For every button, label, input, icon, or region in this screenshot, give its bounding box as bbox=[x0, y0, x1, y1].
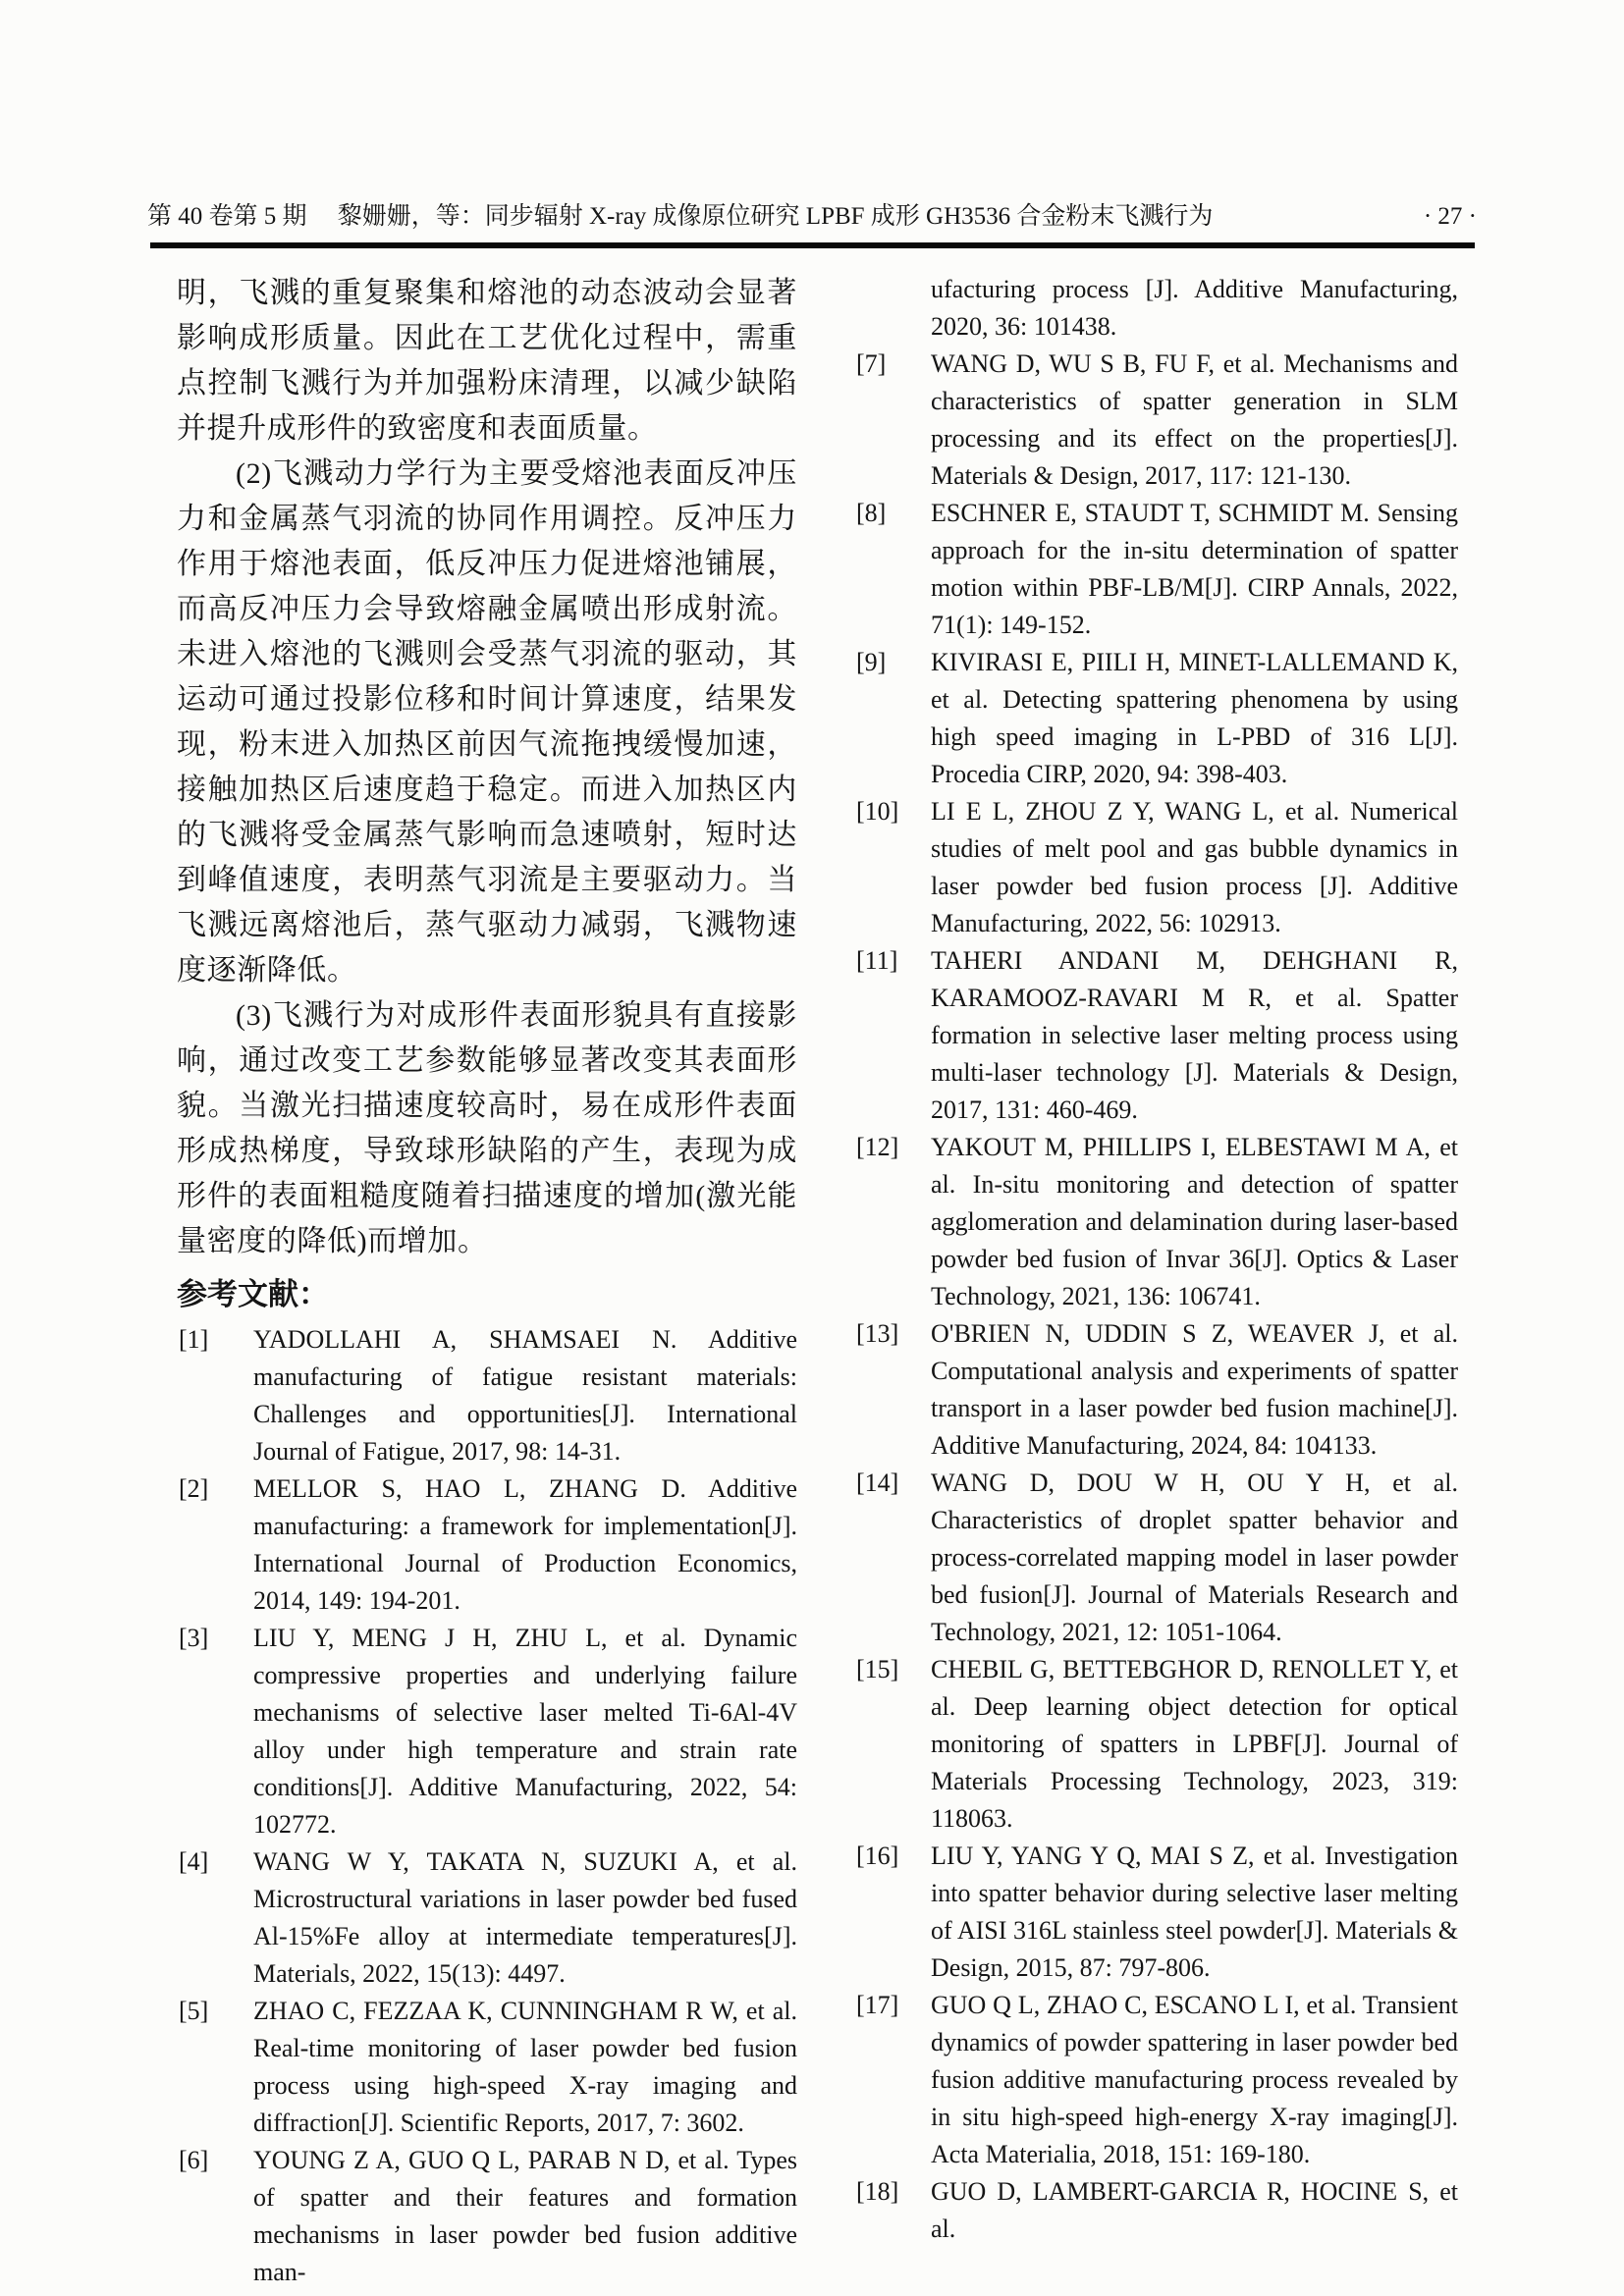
left-column bbox=[177, 271, 797, 2291]
header-rule bbox=[150, 242, 1475, 248]
reference-item bbox=[854, 346, 1458, 495]
reference-text: KIVIRASI E, PIILI H, MINET-LALLEMAND K, et al. Detecting spattering phenomena by using high speed imaging in L-PBD of 316 L[J]. Procedia CIRP, 2020, 94: 398-403. bbox=[931, 648, 1458, 788]
journal-header-line: 第 40 卷第 5 期 黎姗姗，等：同步辐射 X-ray 成像原位研究 LPBF 成形 GH3536 合金粉末飞溅行为 bbox=[147, 203, 1214, 230]
reference-text: TAHERI ANDANI M, DEHGHANI R, KARAMOOZ-RAVARI M R, et al. Spatter formation in selective laser melting process using multi-laser technology [J]. Materials & Design, 2017, 131: 460-469. bbox=[931, 946, 1458, 1124]
reference-label: [14] bbox=[856, 1468, 899, 1497]
reference-label: [1] bbox=[179, 1325, 209, 1354]
reference-label: [18] bbox=[856, 2177, 899, 2206]
reference-text: LIU Y, YANG Y Q, MAI S Z, et al. Investigation into spatter behavior during selective laser melting of AISI 316L stainless steel powder[J]. Materials & Design, 2015, 87: 797-806. bbox=[931, 1842, 1458, 1982]
reference-item bbox=[854, 1465, 1458, 1651]
reference-item bbox=[177, 1321, 797, 1470]
reference-text: WANG D, WU S B, FU F, et al. Mechanisms and characteristics of spatter generation in SLM processing and its effect on the properties[J]. Materials & Design, 2017, 117: 121-130. bbox=[931, 349, 1458, 490]
reference-item bbox=[177, 1620, 797, 1843]
conclusion-paragraphs bbox=[177, 271, 797, 1264]
reference-label: [3] bbox=[179, 1624, 209, 1652]
reference-text: YOUNG Z A, GUO Q L, PARAB N D, et al. Types of spatter and their features and formation mechanisms in laser powder bed fusion additive man- bbox=[253, 2146, 797, 2286]
reference-list-left bbox=[177, 1321, 797, 2291]
reference-label: [5] bbox=[179, 1997, 209, 2025]
body-paragraph: (3)飞溅行为对成形件表面形貌具有直接影响，通过改变工艺参数能够显著改变其表面形貌。当激光扫描速度较高时，易在成形件表面形成热梯度，导致球形缺陷的产生，表现为成形件的表面粗糙度随着扫描速度的增加(激光能量密度的降低)而增加。 bbox=[177, 999, 797, 1257]
reference-item bbox=[854, 1315, 1458, 1465]
reference-text: GUO D, LAMBERT-GARCIA R, HOCINE S, et al. bbox=[931, 2177, 1458, 2243]
reference-continuation: ufacturing process [J]. Additive Manufacturing, 2020, 36: 101438. bbox=[931, 275, 1458, 341]
reference-label: [8] bbox=[856, 499, 887, 527]
reference-label: [15] bbox=[856, 1655, 899, 1683]
reference-text: LIU Y, MENG J H, ZHU L, et al. Dynamic compressive properties and underlying failure mechanisms of selective laser melted Ti-6Al-4V alloy under high temperature and strain rate conditions[J]. Additive Manufacturing, 2022, 54: 102772. bbox=[253, 1624, 797, 1839]
reference-label: [13] bbox=[856, 1319, 899, 1348]
reference-label: [11] bbox=[856, 946, 898, 975]
reference-text: LI E L, ZHOU Z Y, WANG L, et al. Numerical studies of melt pool and gas bubble dynamics in laser powder bed fusion process [J]. Additive Manufacturing, 2022, 56: 102913. bbox=[931, 797, 1458, 937]
reference-label: [2] bbox=[179, 1474, 209, 1503]
reference-item bbox=[854, 1838, 1458, 1987]
reference-item bbox=[854, 644, 1458, 793]
body-paragraph: (2)飞溅动力学行为主要受熔池表面反冲压力和金属蒸气羽流的协同作用调控。反冲压力作用于熔池表面，低反冲压力促进熔池铺展，而高反冲压力会导致熔融金属喷出形成射流。未进入熔池的飞溅则会受蒸气羽流的驱动，其运动可通过投影位移和时间计算速度，结果发现，粉末进入加热区前因气流拖拽缓慢加速，接触加热区后速度趋于稳定。而进入加热区内的飞溅将受金属蒸气影响而急速喷射，短时达到峰值速度，表明蒸气羽流是主要驱动力。当飞溅远离熔池后，蒸气驱动力减弱，飞溅物速度逐渐降低。 bbox=[177, 457, 797, 987]
reference-text: WANG W Y, TAKATA N, SUZUKI A, et al. Microstructural variations in laser powder bed fused Al-15%Fe alloy at intermediate temperatures[J]. Materials, 2022, 15(13): 4497. bbox=[253, 1847, 797, 1988]
reference-item bbox=[177, 1993, 797, 2142]
reference-item bbox=[854, 1987, 1458, 2173]
page-number: · 27 · bbox=[1423, 203, 1477, 230]
two-column-body bbox=[177, 271, 1458, 2291]
reference-item bbox=[854, 942, 1458, 1129]
reference-item bbox=[854, 1651, 1458, 1838]
reference-item bbox=[854, 2173, 1458, 2248]
reference-text: ZHAO C, FEZZAA K, CUNNINGHAM R W, et al. Real-time monitoring of laser powder bed fusion process using high-speed X-ray imaging and diffraction[J]. Scientific Reports, 2017, 7: 3602. bbox=[253, 1997, 797, 2137]
reference-label: [6] bbox=[179, 2146, 209, 2174]
reference-item bbox=[177, 1843, 797, 1993]
reference-item bbox=[177, 2142, 797, 2291]
reference-text: GUO Q L, ZHAO C, ESCANO L I, et al. Transient dynamics of powder spattering in laser powder bed fusion additive manufacturing process revealed by in situ high-speed high-energy X-ray imaging[J]. Acta Materialia, 2018, 151: 169-180. bbox=[931, 1991, 1458, 2168]
reference-item bbox=[854, 793, 1458, 942]
running-head bbox=[147, 202, 1477, 232]
reference-text: WANG D, DOU W H, OU Y H, et al. Characteristics of droplet spatter behavior and process-correlated mapping model in laser powder bed fusion[J]. Journal of Materials Research and Technology, 2021, 12: 1051-1064. bbox=[931, 1468, 1458, 1646]
reference-text: MELLOR S, HAO L, ZHANG D. Additive manufacturing: a framework for implementation[J]. International Journal of Production Economics, 2014, 149: 194-201. bbox=[253, 1474, 797, 1615]
reference-label: [17] bbox=[856, 1991, 899, 2019]
reference-label: [4] bbox=[179, 1847, 209, 1876]
reference-label: [7] bbox=[856, 349, 887, 378]
references-heading: 参考文献： bbox=[177, 1277, 329, 1311]
reference-item bbox=[177, 1470, 797, 1620]
reference-item bbox=[854, 1129, 1458, 1315]
reference-label: [10] bbox=[856, 797, 899, 826]
reference-text: CHEBIL G, BETTEBGHOR D, RENOLLET Y, et al. Deep learning object detection for optical monitoring of spatters in LPBF[J]. Journal of Materials Processing Technology, 2023, 319: 118063. bbox=[931, 1655, 1458, 1833]
reference-item bbox=[854, 495, 1458, 644]
reference-text: O'BRIEN N, UDDIN S Z, WEAVER J, et al. Computational analysis and experiments of spatter transport in a laser powder bed fusion machine[J]. Additive Manufacturing, 2024, 84: 104133. bbox=[931, 1319, 1458, 1460]
reference-label: [12] bbox=[856, 1133, 899, 1161]
reference-text: YAKOUT M, PHILLIPS I, ELBESTAWI M A, et al. In-situ monitoring and detection of spatter agglomeration and delamination during laser-based powder bed fusion of Invar 36[J]. Optics & Laser Technology, 2021, 136: 106741. bbox=[931, 1133, 1458, 1310]
reference-label: [9] bbox=[856, 648, 887, 676]
body-paragraph: 明，飞溅的重复聚集和熔池的动态波动会显著影响成形质量。因此在工艺优化过程中，需重点控制飞溅行为并加强粉床清理，以减少缺陷并提升成形件的致密度和表面质量。 bbox=[177, 277, 797, 445]
reference-text: ESCHNER E, STAUDT T, SCHMIDT M. Sensing approach for the in-situ determination of spatter motion within PBF-LB/M[J]. CIRP Annals, 2022, 71(1): 149-152. bbox=[931, 499, 1458, 639]
reference-text: YADOLLAHI A, SHAMSAEI N. Additive manufacturing of fatigue resistant materials: Challenges and opportunities[J]. International Journal of Fatigue, 2017, 98: 14-31. bbox=[253, 1325, 797, 1466]
reference-list-right bbox=[854, 346, 1458, 2248]
reference-label: [16] bbox=[856, 1842, 899, 1870]
right-column bbox=[854, 271, 1458, 2291]
